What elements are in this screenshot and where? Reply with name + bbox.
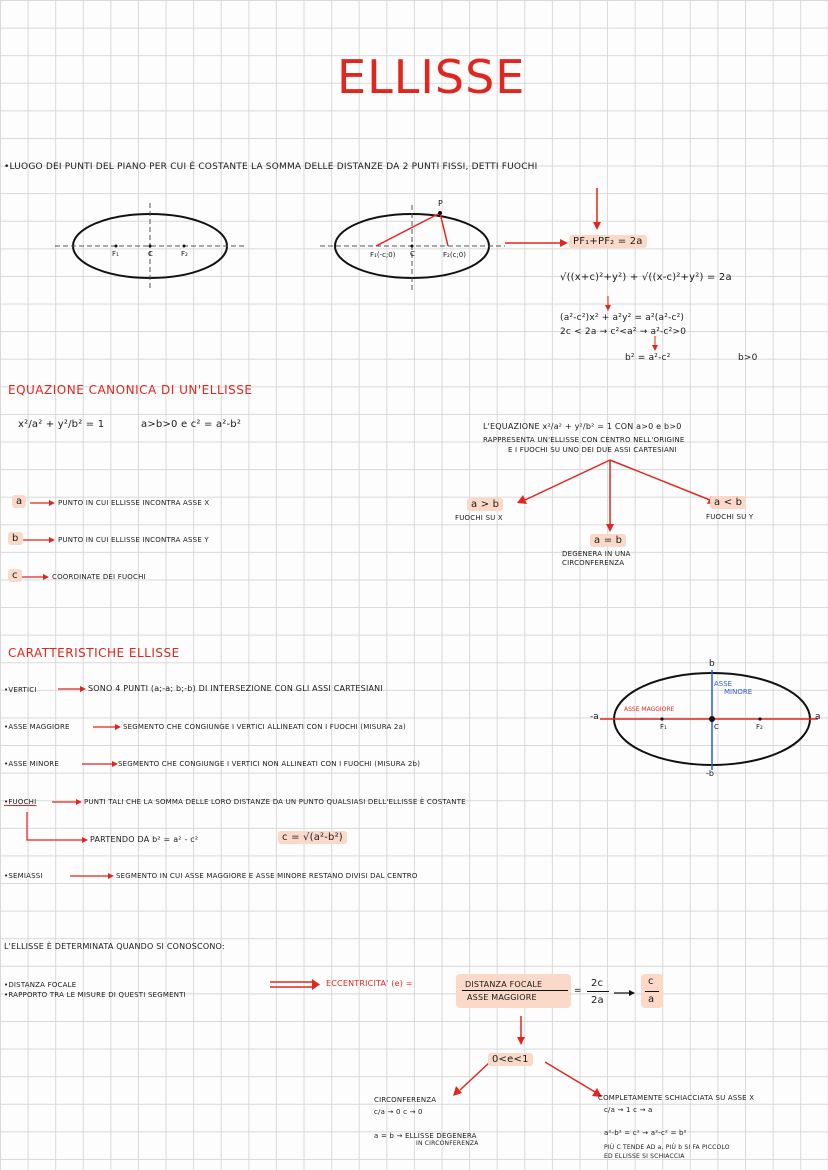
general-line3: E I FUOCHI SU UNO DEI DUE ASSI CARTESIANI	[508, 446, 677, 454]
branch-arrows	[517, 460, 716, 532]
determined-intro: L'ELLISSE È DETERMINATA QUANDO SI CONOSCONO:	[4, 942, 225, 951]
ellipse3-f2: F₂	[756, 723, 763, 731]
eq-denominator: 2a	[591, 995, 604, 1006]
asse-minore-desc: SEGMENTO CHE CONGIUNGE I VERTICI NON ALLINEATI CON I FUOCHI (MISURA 2b)	[118, 760, 421, 768]
derivation-step1: (a²-c²)x² + a²y² = a²(a²-c²)	[560, 313, 685, 323]
ellipse3-b-bottom: -b	[706, 769, 714, 778]
page-title: ELLISSE	[337, 50, 526, 104]
param-b-symbol: b	[8, 533, 23, 544]
ellipse3-asse-minore-2: MINORE	[724, 688, 753, 696]
eq-numerator: 2c	[591, 978, 604, 989]
left-line2: a = b → ELLISSE DEGENERA	[374, 1132, 477, 1140]
param-b-desc: PUNTO IN CUI ELLISSE INCONTRA ASSE Y	[58, 536, 209, 544]
ratio-numerator: c	[648, 976, 654, 987]
param-a-desc: PUNTO IN CUI ELLISSE INCONTRA ASSE X	[58, 499, 210, 507]
b-positive: b>0	[738, 353, 758, 363]
semiassi-desc: SEGMENTO IN CUI ASSE MAGGIORE E ASSE MINORE RESTANO DIVISI DAL CENTRO	[116, 872, 418, 880]
determined-item1: •DISTANZA FOCALE	[4, 981, 77, 989]
cond-a-gt-b: a > b	[467, 499, 503, 510]
right-line4: ED ELLISSE SI SCHIACCIA	[604, 1153, 685, 1160]
param-a-symbol: a	[12, 496, 26, 507]
ellipse3-a-left: -a	[590, 712, 599, 722]
ellipse1-f2: F₂	[181, 250, 188, 258]
vertici-desc: SONO 4 PUNTI (a;-a; b;-b) DI INTERSEZIONE CON GLI ASSI CARTESIANI	[88, 684, 383, 693]
right-line1: c/a → 1 c → a	[604, 1106, 653, 1114]
canonical-heading: EQUAZIONE CANONICA DI UN'ELLISSE	[8, 383, 253, 397]
asse-minore-label: •ASSE MINORE	[4, 760, 59, 768]
sqrt-equation: √((x+c)²+y²) + √((x-c)²+y²) = 2a	[560, 272, 732, 283]
ellipse-diagram-3	[600, 670, 818, 770]
param-c-desc: COORDINATE DEI FUOCHI	[52, 573, 146, 581]
fuochi-result: c = √(a²-b²)	[278, 832, 347, 843]
eccentricity-label: ECCENTRICITA' (e) =	[326, 979, 413, 988]
fuochi-label: •FUOCHI	[4, 798, 37, 806]
ellipse3-c: C	[714, 723, 719, 731]
ellipse2-p: P	[438, 199, 443, 208]
eccentricity-range: 0<e<1	[488, 1054, 533, 1065]
ellipse-diagram-2	[320, 205, 505, 290]
right-line3: PIÙ C TENDE AD a, PIÙ b SI FA PICCOLO	[604, 1144, 730, 1151]
vertici-label: •VERTICI	[4, 686, 37, 694]
fraction-bottom: ASSE MAGGIORE	[467, 993, 537, 1002]
right-title: COMPLETAMENTE SCHIACCIATA SU ASSE X	[598, 1094, 755, 1102]
eq-fraction-line	[587, 991, 609, 992]
derivation-step2: 2c < 2a → c²<a² → a²-c²>0	[560, 327, 687, 337]
equals-sign: =	[574, 986, 582, 996]
canonical-equation: x²/a² + y²/b² = 1	[18, 419, 105, 430]
ratio-line	[645, 991, 659, 992]
derivation-step3: b² = a²-c²	[625, 353, 671, 363]
ellipse1-c: C	[148, 250, 153, 258]
ratio-denominator: a	[648, 994, 655, 1005]
ellipse3-f1: F₁	[660, 723, 667, 731]
ellipse2-c: C	[410, 250, 415, 258]
param-arrows	[22, 500, 55, 580]
cond-a-gt-b-desc: FUOCHI SU X	[455, 514, 503, 522]
asse-maggiore-label: •ASSE MAGGIORE	[4, 723, 70, 731]
fuochi-desc: PUNTI TALI CHE LA SOMMA DELLE LORO DISTANZE DA UN PUNTO QUALSIASI DELL'ELLISSE È COSTANTE	[84, 798, 466, 806]
left-line1: c/a → 0 c → 0	[374, 1108, 423, 1116]
ellipse3-asse-minore-1: ASSE	[714, 680, 733, 688]
definition: •LUOGO DEI PUNTI DEL PIANO PER CUI È COSTANTE LA SOMMA DELLE DISTANZE DA 2 PUNTI FISSI, DETTI FUOCHI	[4, 162, 538, 172]
ellipse-diagram-1	[55, 203, 245, 290]
general-line1: L'EQUAZIONE x²/a² + y²/b² = 1 CON a>0 e b>0	[483, 422, 682, 431]
cond-a-lt-b-desc: FUOCHI SU Y	[706, 513, 754, 521]
fraction-line	[462, 990, 568, 991]
focal-sum: PF₁+PF₂ = 2a	[569, 236, 647, 247]
ellipse2-f1: F₁(-c;0)	[370, 251, 396, 259]
cond-a-eq-b-desc2: CIRCONFERENZA	[562, 559, 625, 567]
characteristics-heading: CARATTERISTICHE ELLISSE	[8, 646, 180, 660]
fraction-top: DISTANZA FOCALE	[465, 980, 543, 989]
determined-item2: •RAPPORTO TRA LE MISURE DI QUESTI SEGMENTI	[4, 991, 186, 999]
general-line2: RAPPRESENTA UN'ELLISSE CON CENTRO NELL'ORIGINE	[483, 436, 685, 444]
left-title: CIRCONFERENZA	[374, 1096, 437, 1104]
semiassi-label: •SEMIASSI	[4, 872, 43, 880]
ellipse3-a-right: a	[815, 712, 821, 722]
fuochi-sub: PARTENDO DA b² = a² - c²	[90, 835, 199, 844]
param-c-symbol: c	[8, 570, 22, 581]
ellipse3-b-top: b	[709, 659, 715, 669]
cond-a-lt-b: a < b	[710, 497, 746, 508]
char-arrows	[27, 686, 121, 879]
eq-arrow	[614, 990, 635, 996]
right-line2: a²-b² = c² → a²-c² = b²	[604, 1129, 687, 1137]
cond-a-eq-b-desc1: DEGENERA IN UNA	[562, 550, 631, 558]
asse-maggiore-desc: SEGMENTO CHE CONGIUNGE I VERTICI ALLINEATI CON I FUOCHI (MISURA 2a)	[123, 723, 406, 731]
ellipse1-f1: F₁	[112, 250, 119, 258]
ellipse2-f2: F₂(c;0)	[443, 251, 466, 259]
left-line3: IN CIRCONFERENZA	[416, 1140, 479, 1147]
ellipse3-asse-maggiore: ASSE MAGGIORE	[624, 706, 675, 713]
cond-a-eq-b: a = b	[590, 535, 626, 546]
canonical-conditions: a>b>0 e c² = a²-b²	[141, 419, 242, 430]
